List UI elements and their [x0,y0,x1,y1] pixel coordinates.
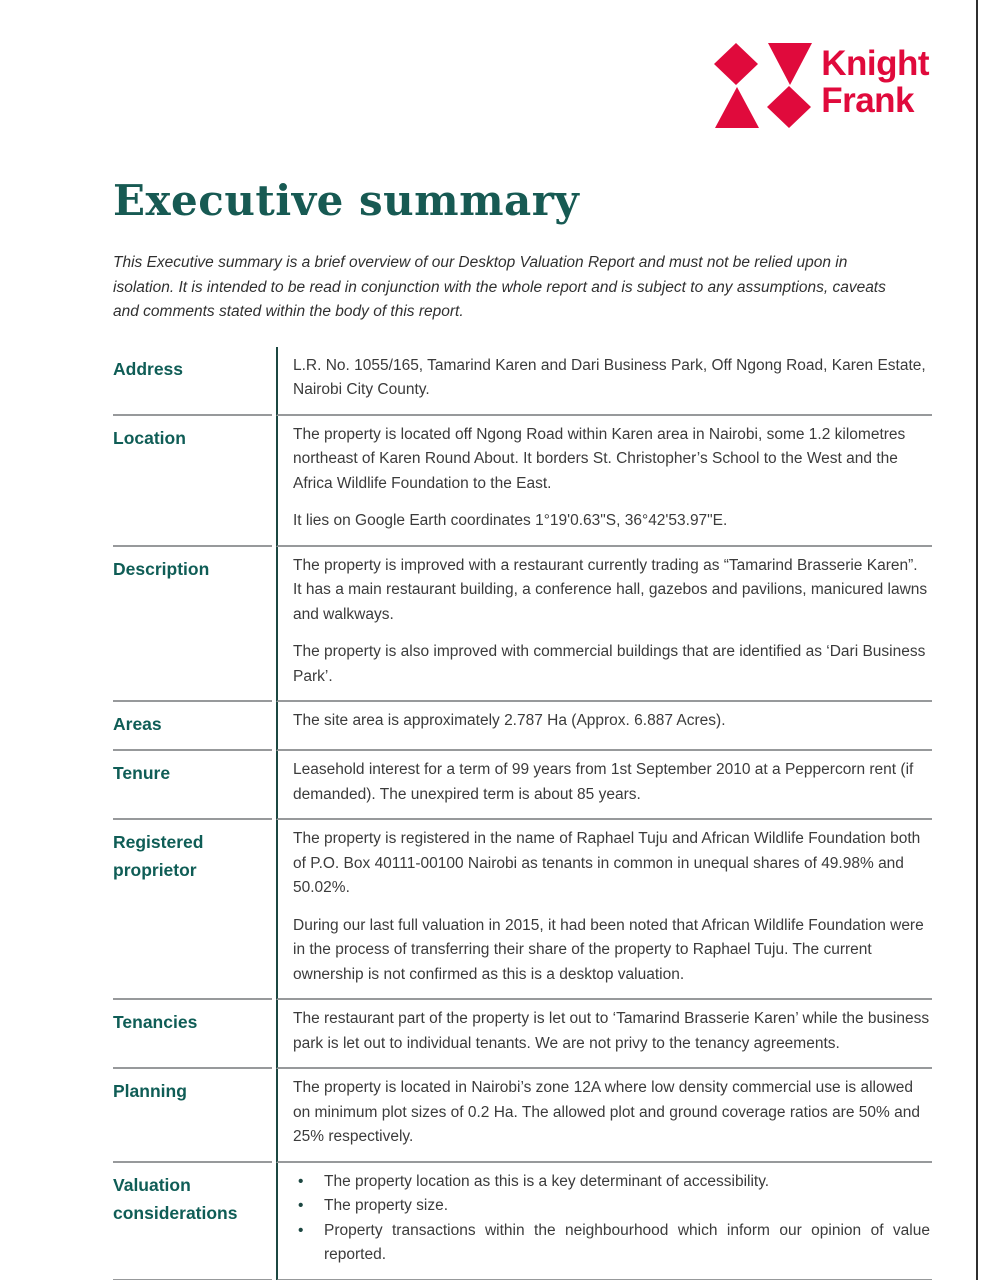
table-row-tenure [113,751,932,820]
row-content [276,547,932,703]
list-item [293,1219,930,1268]
scan-edge-line [976,0,978,1280]
row-paragraph: L.R. No. 1055/165, Tamarind Karen and Dari Business Park, Off Ngong Road, Karen Estate, Nairobi City County. [293,356,926,398]
brand-line-1: Knight [821,44,929,83]
row-label: Location [113,416,272,547]
row-label: Tenancies [113,1000,272,1069]
list-item-text: Property transactions within the neighbourhood which inform our opinion of value reported. [324,1221,930,1263]
row-content [276,702,932,751]
knight-frank-mark-icon [713,43,812,128]
row-label: Valuation considerations [113,1163,272,1280]
row-content [276,820,932,1000]
table-row-tenancies [113,1000,932,1069]
row-content [276,751,932,820]
bullet-icon: • [298,1197,304,1214]
row-paragraph: The property is improved with a restaurant currently trading as “Tamarind Brasserie Karen”. It has a main restaurant building, a conference hall, gazebos and pavilions, manicured lawns and walkways. [293,556,928,623]
table-row-registered-proprietor [113,820,932,1000]
brand-wordmark [821,45,929,119]
knight-frank-logo [713,43,929,128]
table-row-areas [113,702,932,751]
table-row-location [113,416,932,547]
row-content [276,1000,932,1069]
table-row-planning [113,1069,932,1163]
row-label: Planning [113,1069,272,1163]
list-item [293,1170,930,1195]
row-label: Registered proprietor [113,820,272,1000]
row-paragraph: Leasehold interest for a term of 99 years from 1st September 2010 at a Peppercorn rent (if demanded). The unexpired term is about 85 years. [293,761,914,803]
row-label: Tenure [113,751,272,820]
row-label: Description [113,547,272,703]
summary-table [113,347,932,1280]
bullet-icon: • [298,1172,304,1190]
bullet-icon: • [298,1221,304,1239]
row-paragraph: It lies on Google Earth coordinates 1°19'0.63"S, 36°42'53.97"E. [293,512,728,529]
list-item [293,1194,930,1219]
row-paragraph: The site area is approximately 2.787 Ha (Approx. 6.887 Acres). [293,712,726,729]
list-item-text: The property location as this is a key determinant of accessibility. [324,1172,770,1190]
row-paragraph: During our last full valuation in 2015, it had been noted that African Wildlife Foundation were in the process of transferring their share of the property to Raphael Tuju. The current ownership is not confirmed as this is a desktop valuation. [293,916,924,983]
table-row-address [113,347,932,416]
row-content [276,1069,932,1163]
list-item-text: The property size. [324,1197,449,1214]
row-paragraph: The restaurant part of the property is let out to ‘Tamarind Brasserie Karen’ while the business park is let out to individual tenants. We are not privy to the tenancy agreements. [293,1010,930,1052]
brand-line-2: Frank [821,81,915,120]
table-row-valuation-considerations [113,1163,932,1280]
row-paragraph: The property is located off Ngong Road within Karen area in Nairobi, some 1.2 kilometres northeast of Karen Round About. It borders St. Christopher’s School to the West and the Africa Wildlife Foundation to the East. [293,425,906,492]
row-content [276,347,932,416]
row-paragraph: The property is registered in the name of Raphael Tuju and African Wildlife Foundation both of P.O. Box 40111-00100 Nairobi as tenants in common in unequal shares of 49.98% and 50.02%. [293,830,921,896]
row-content [276,1163,932,1280]
considerations-list [293,1170,930,1268]
row-label: Areas [113,702,272,751]
page-title: Executive summary [113,176,580,225]
intro-paragraph: This Executive summary is a brief overview of our Desktop Valuation Report and must not be relied upon in isolation. It is intended to be read in conjunction with the whole report and is subject to any assumptions, caveats and comments stated within the body of this report. [113,254,886,320]
row-content [276,416,932,547]
row-paragraph: The property is located in Nairobi’s zone 12A where low density commercial use is allowed on minimum plot sizes of 0.2 Ha. The allowed plot and ground coverage ratios are 50% and 25% respectively. [293,1079,920,1145]
row-paragraph: The property is also improved with commercial buildings that are identified as ‘Dari Business Park’. [293,643,926,685]
table-row-description [113,547,932,703]
row-label: Address [113,347,272,416]
